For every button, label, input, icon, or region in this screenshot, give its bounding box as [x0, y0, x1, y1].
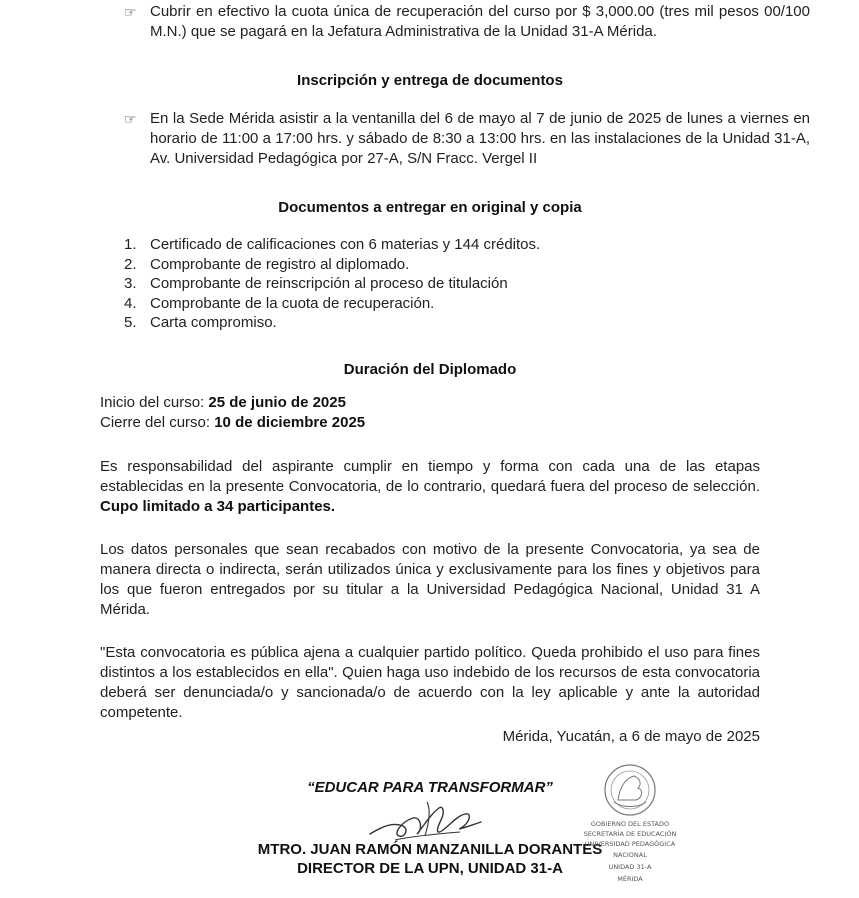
heading-documentos: Documentos a entregar en original y copia	[278, 199, 582, 216]
list-number: 4.	[124, 294, 137, 312]
official-seal	[584, 762, 676, 892]
seal-line-4: NACIONAL	[613, 851, 647, 859]
datos-personales-paragraph: Los datos personales que sean recabados con motivo de la presente Convocatoria, ya sea de manera directa o indirecta, serán utilizados única y exclusivamente para los fines y objetivos para los que fueron entregados por su titular a la Universidad Pedagógica Nacional, Unidad 31 A Mérida.	[100, 541, 760, 618]
firmante-cargo: DIRECTOR DE LA UPN, UNIDAD 31-A	[297, 860, 563, 877]
cierre-label: Cierre del curso:	[100, 414, 215, 431]
firmante-nombre: MTRO. JUAN RAMÓN MANZANILLA DORANTES	[257, 841, 603, 858]
list-item	[100, 294, 760, 314]
inicio-label: Inicio del curso:	[100, 394, 209, 411]
heading-inscripcion: Inscripción y entrega de documentos	[297, 72, 563, 89]
responsabilidad-text: Es responsabilidad del aspirante cumplir en tiempo y forma con cada una de las etapas establecidas en la presente Convocatoria, de lo contrario, quedará fuera del proceso de selección.	[100, 458, 760, 495]
seal-line-6: MÉRIDA	[617, 875, 643, 883]
list-item-text: Comprobante de reinscripción al proceso de titulación	[150, 275, 508, 292]
bullet-payment	[100, 2, 810, 42]
seal-line-3: UNIVERSIDAD PEDAGÓGICA	[584, 840, 676, 848]
list-item	[100, 255, 760, 275]
leyenda-paragraph: "Esta convocatoria es pública ajena a cualquier partido político. Queda prohibido el uso para fines distintos a los establecidos en ella". Quien haga uso indebido de los recursos de esta convocatoria deberá ser denunciada/o y sancionada/o de acuerdo con la ley aplicable y ante la autoridad competente.	[100, 644, 760, 721]
list-item	[100, 274, 760, 294]
list-item-text: Comprobante de registro al diplomado.	[150, 255, 410, 273]
lema: “EDUCAR PARA TRANSFORMAR”	[307, 779, 553, 796]
bullet-inscripcion	[100, 109, 810, 169]
list-number: 1.	[124, 236, 137, 253]
cupo-text: Cupo limitado a 34 participantes.	[100, 498, 336, 515]
list-item-text: Certificado de calificaciones con 6 materias y 144 créditos.	[150, 236, 541, 253]
inicio-line	[100, 393, 760, 413]
list-item-text: Carta compromiso.	[150, 314, 277, 331]
seal-line-1: GOBIERNO DEL ESTADO	[590, 820, 670, 828]
bullet-payment-text: Cubrir en efectivo la cuota única de recuperación del curso por $ 3,000.00 (tres mil pesos 00/100 M.N.) que se pagará en la Jefatura Administrativa de la Unidad 31-A Mérida.	[150, 3, 810, 40]
cierre-line	[100, 413, 760, 433]
inicio-value: 25 de junio de 2025	[208, 394, 346, 411]
bullet-inscripcion-text: En la Sede Mérida asistir a la ventanilla del 6 de mayo al 7 de junio de 2025 de lunes a viernes en horario de 11:00 a 17:00 hrs. y sábado de 8:30 a 13:00 hrs. en las instalaciones de la Unidad 31-A, Av. Universidad Pedagógica por 27-A, S/N Fracc. Vergel II	[150, 110, 810, 167]
list-number: 2.	[124, 255, 137, 273]
cierre-value: 10 de diciembre 2025	[214, 414, 366, 431]
heading-duracion: Duración del Diplomado	[343, 361, 517, 378]
seal-line-5: UNIDAD 31-A	[608, 863, 652, 871]
list-number: 5.	[124, 314, 137, 331]
pointing-hand-icon: ☞	[124, 111, 137, 127]
list-item-text: Comprobante de la cuota de recuperación.	[150, 294, 435, 312]
list-item	[100, 235, 760, 255]
lugar-fecha: Mérida, Yucatán, a 6 de mayo de 2025	[502, 728, 760, 745]
list-number: 3.	[124, 275, 137, 292]
documents-list	[100, 235, 760, 333]
seal-line-2: SECRETARÍA DE EDUCACIÓN	[584, 830, 676, 838]
list-item	[100, 313, 760, 333]
responsabilidad-paragraph	[100, 457, 760, 517]
handwritten-signature	[365, 796, 485, 848]
pointing-hand-icon: ☞	[124, 4, 137, 20]
